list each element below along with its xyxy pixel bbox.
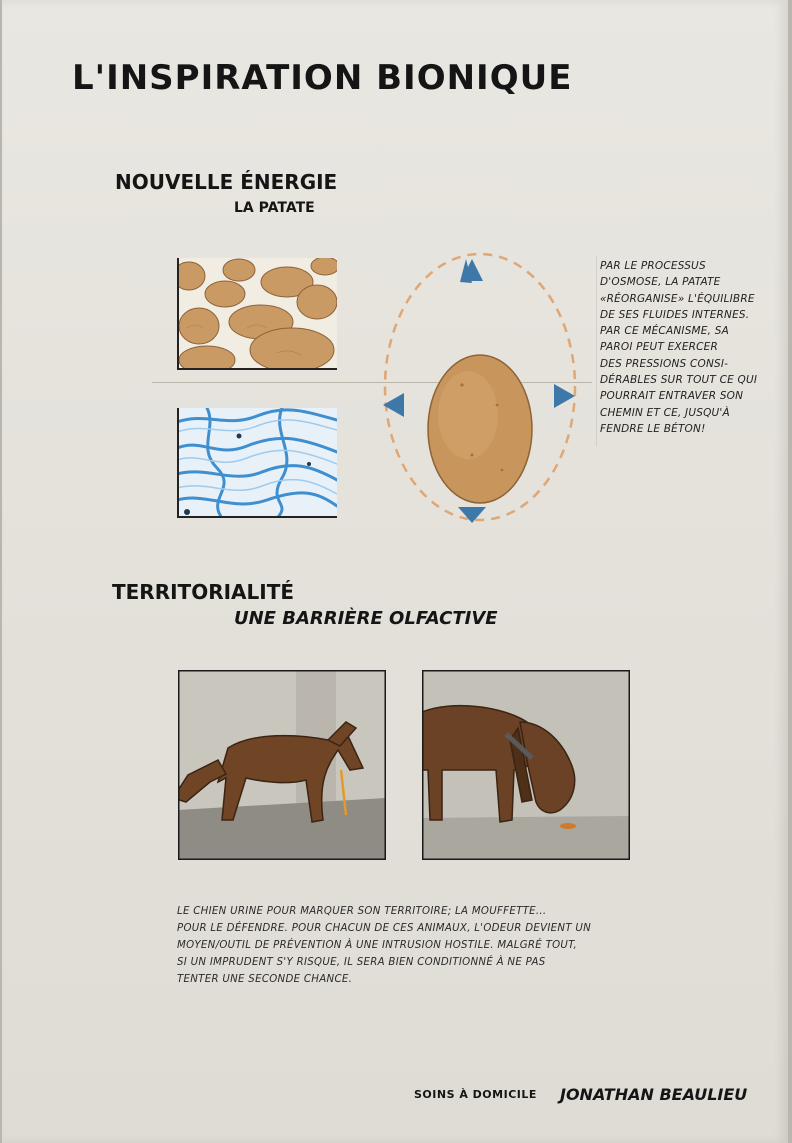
note-line: D'OSMOSE, LA PATATE [600,276,721,289]
dog-sniffing-icon [422,670,630,860]
osmosis-note [600,258,770,437]
cell-texture-icon [177,408,337,518]
caption-line: TENTER UNE SECONDE CHANCE. [177,974,353,985]
note-line: PAR CE MÉCANISME, SA [600,325,729,338]
caption-line: SI UN IMPRUDENT S'Y RISQUE, IL SERA BIEN CONDITIONNÉ À NE PAS [177,957,546,968]
territory-caption [177,903,647,988]
author-name: JONATHAN BEAULIEU [560,1085,748,1104]
caption-line: MOYEN/OUTIL DE PRÉVENTION À UNE INTRUSION HOSTILE. MALGRÉ TOUT, [177,940,578,951]
note-line: DES PRESSIONS CONSI- [600,357,729,370]
caption-line: POUR LE DÉFENDRE. POUR CHACUN DE CES ANIMAUX, L'ODEUR DEVIENT UN [177,923,592,934]
note-line: POURRAIT ENTRAVER SON [600,390,744,403]
note-line: CHEMIN ET CE, JUSQU'À [600,406,730,419]
note-line: PAROI PEUT EXERCER [600,341,719,354]
page-title: L'INSPIRATION BIONIQUE [72,58,573,98]
dog-urinating-icon [178,670,386,860]
osmosis-diagram-icon [372,245,587,530]
footer-label: SOINS À DOMICILE [414,1088,537,1101]
note-line: «RÉORGANISE» L'ÉQUILIBRE [600,292,755,305]
section-territory-title: TERRITORIALITÉ [112,580,295,604]
caption-line: LE CHIEN URINE POUR MARQUER SON TERRITOIRE; LA MOUFFETTE... [177,906,547,917]
note-guide-line [596,256,597,446]
sheet [2,0,788,1143]
note-line: DE SES FLUIDES INTERNES. [600,308,750,321]
section-energy-subtitle: LA PATATE [234,200,315,216]
potato-texture-icon [177,258,337,370]
section-energy-title: NOUVELLE ÉNERGIE [115,170,338,194]
note-line: PAR LE PROCESSUS [600,260,706,272]
note-line: DÉRABLES SUR TOUT CE QUI [600,374,758,387]
note-line: FENDRE LE BÉTON! [600,422,706,435]
section-territory-subtitle: UNE BARRIÈRE OLFACTIVE [234,608,498,629]
